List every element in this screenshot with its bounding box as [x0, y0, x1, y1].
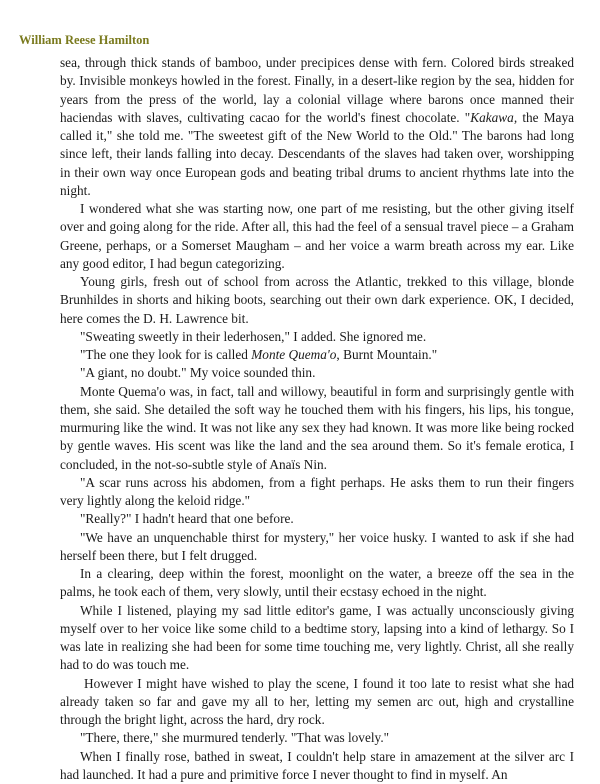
paragraph: Young girls, fresh out of school from across the Atlantic, trekked to this village, blonde Brunhildes in shorts and hiking boots, searching out their own dark experience. OK, I decided, here comes the D. H. Lawrence bit.	[60, 273, 574, 328]
paragraph: "A giant, no doubt." My voice sounded thin.	[60, 364, 574, 382]
paragraph: When I finally rose, bathed in sweat, I couldn't help stare in amazement at the silver arc I had launched. It had a pure and primitive force I never thought to find in myself. An	[60, 748, 574, 784]
paragraph	[60, 346, 574, 364]
body-text	[60, 54, 574, 784]
paragraph: "Really?" I hadn't heard that one before.	[60, 510, 574, 528]
paragraph: While I listened, playing my sad little editor's game, I was actually unconsciously giving myself over to her voice like some child to a bedtime story, lapsing into a kind of lethargy. So I was late in realizing she had been for some time touching me, very lightly. Christ, all she really had to do was touch me.	[60, 602, 574, 675]
paragraph: I wondered what she was starting now, one part of me resisting, but the other giving itself over and going along for the ride. After all, this had the feel of a sensual travel piece – a Graham Greene, perhaps, or a Somerset Maugham – and her voice a warm breath across my ear. Like any good editor, I had begun categorizing.	[60, 200, 574, 273]
paragraph: In a clearing, deep within the forest, moonlight on the water, a breeze off the sea in the palms, he took each of them, very slowly, until their ecstasy echoed in the night.	[60, 565, 574, 602]
italic-name: Monte Quema'o	[251, 347, 336, 362]
text-run: the Maya called it," she told me. "The sweetest gift of the New World to the Old." The barons had long since left, their lands falling into decay. Descendants of the slaves had taken over, worshipping in their own way once European gods and beating tribal drums to ancient rhythms late into the night.	[60, 110, 574, 198]
paragraph: "Sweating sweetly in their lederhosen," I added. She ignored me.	[60, 328, 574, 346]
paragraph: Monte Quema'o was, in fact, tall and willowy, beautiful in form and surprisingly gentle with them, she said. She detailed the soft way he touched them with his fingers, his lips, his tongue, murmuring like the wind. It was not like any sex they had known. It was more like being rocked by gentle waves. His scent was like the land and the sea around them. So it's female erotica, I concluded, in the not-so-subtle style of Anaïs Nin.	[60, 383, 574, 474]
paragraph	[60, 54, 574, 200]
text-run: , Burnt Mountain."	[336, 347, 437, 362]
paragraph: "A scar runs across his abdomen, from a fight perhaps. He asks them to run their fingers very lightly along the keloid ridge."	[60, 474, 574, 511]
paragraph: "We have an unquenchable thirst for mystery," her voice husky. I wanted to ask if she had herself been there, but I felt drugged.	[60, 529, 574, 566]
text-run: "The one they look for is called	[80, 347, 251, 362]
text-run: sea, through thick stands of bamboo, under precipices dense with fern. Colored birds streaked by. Invisible monkeys howled in the forest. Finally, in a desert-like region by the sea, hidden for years from the press of the world, lay a colonial village where barons once manned their haciendas with slaves, cultivating cacao for the world's finest chocolate. "	[60, 55, 574, 125]
paragraph: "There, there," she murmured tenderly. "That was lovely."	[60, 729, 574, 747]
running-header-author: William Reese Hamilton	[19, 33, 149, 48]
italic-term: Kakawa,	[470, 110, 517, 125]
paragraph: However I might have wished to play the scene, I found it too late to resist what she had already taken so far and gave my all to her, letting my semen arc out, high and crystalline through the bright light, across the hard, dry rock.	[60, 675, 574, 730]
